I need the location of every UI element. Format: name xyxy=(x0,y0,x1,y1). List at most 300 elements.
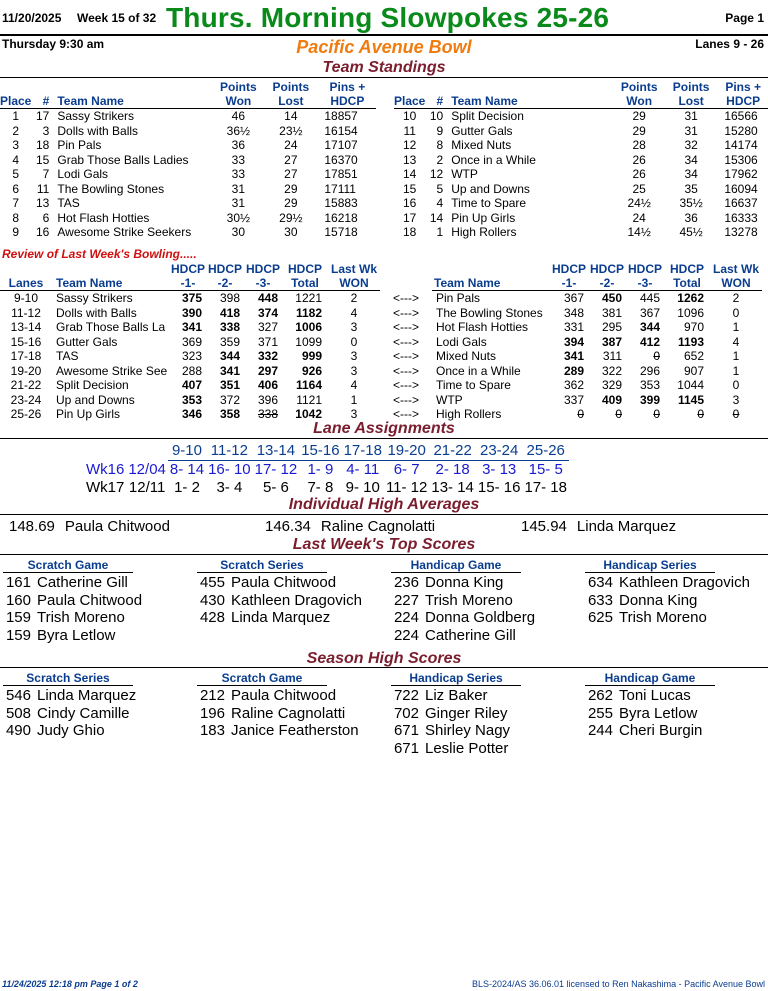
total-cell: 907 xyxy=(683,363,704,378)
versus-arrow: <---> xyxy=(392,378,419,392)
hdr-pins-2: HDCP xyxy=(318,94,376,109)
score-list xyxy=(585,687,702,740)
score-value: 236 xyxy=(393,574,419,591)
won-cell: 3 xyxy=(350,320,358,334)
score-entry xyxy=(585,609,750,627)
team-number-cell: 7 xyxy=(42,167,50,181)
score-value: 546 xyxy=(5,687,31,704)
game2-cell: 450 xyxy=(601,291,622,305)
game2-cell: 409 xyxy=(601,392,622,407)
pins-hdcp-cell: 16566 xyxy=(724,109,758,123)
hdr-lastwk: Last Wk xyxy=(330,262,377,276)
team-name-cell: Grab Those Balls La xyxy=(56,320,166,334)
standings-row xyxy=(394,167,768,182)
team-number-cell: 17 xyxy=(36,109,50,123)
lane-assignment-cell: 8- 14 xyxy=(169,461,205,478)
hdr-g1: -1- xyxy=(550,276,588,291)
lanes-range: Lanes 9 - 26 xyxy=(695,37,764,51)
bowler-name: Donna King xyxy=(619,591,698,609)
hdr-hdcp: HDCP xyxy=(589,262,624,276)
top-scores-rule xyxy=(0,554,768,555)
standings-title: Team Standings xyxy=(322,59,446,76)
lane-pair-header: 25-26 xyxy=(522,442,569,461)
day-time: Thursday 9:30 am xyxy=(2,37,105,51)
review-row xyxy=(0,364,762,379)
points-won-cell: 33 xyxy=(231,152,246,167)
hdr-pins-1: Pins + xyxy=(725,80,761,94)
points-won-cell: 29 xyxy=(632,123,646,138)
bowler-name: Kathleen Dragovich xyxy=(231,591,362,609)
score-column-header: Scratch Series xyxy=(197,558,327,573)
score-entry xyxy=(197,574,362,592)
game3-cell: 367 xyxy=(639,305,660,320)
game1-cell: 394 xyxy=(563,334,584,349)
score-entry xyxy=(391,687,510,705)
game3-cell: 353 xyxy=(639,378,660,392)
score-column-header: Handicap Series xyxy=(585,558,715,573)
footer-license: BLS-2024/AS 36.06.01 licensed to Ren Nakashima - Pacific Avenue Bowl xyxy=(471,979,765,989)
bowler-name: Linda Marquez xyxy=(231,609,331,626)
game2-cell: 372 xyxy=(219,392,240,407)
place-cell: 4 xyxy=(12,152,20,167)
score-value: 159 xyxy=(5,626,31,644)
bowler-name: Leslie Potter xyxy=(425,739,509,757)
score-entry xyxy=(585,722,702,740)
points-lost-cell: 32 xyxy=(684,138,698,152)
bowler-name: Cindy Camille xyxy=(37,704,130,722)
game3-cell: 296 xyxy=(639,363,660,378)
total-cell: 1096 xyxy=(677,305,704,320)
standings-row xyxy=(394,138,768,153)
review-row xyxy=(0,393,762,408)
bowler-name: Trish Moreno xyxy=(619,609,707,626)
points-won-cell: 33 xyxy=(231,167,246,181)
hdr-g2: -2- xyxy=(206,276,244,291)
hdr-num: # xyxy=(31,94,53,109)
standings-rule xyxy=(0,77,768,78)
place-cell: 1 xyxy=(12,109,20,123)
hdr-g1: -1- xyxy=(170,276,206,291)
lanes-cell: 15-16 xyxy=(10,334,42,349)
hdr-g3: -3- xyxy=(626,276,664,291)
bowler-name: Paula Chitwood xyxy=(231,687,337,704)
game2-cell: 311 xyxy=(602,349,622,363)
standings-row xyxy=(394,211,768,226)
score-entry xyxy=(3,592,142,610)
game2-cell: 322 xyxy=(601,363,622,378)
place-cell: 6 xyxy=(12,181,20,196)
team-number-cell: 6 xyxy=(42,210,50,225)
bowler-name: Catherine Gill xyxy=(37,574,128,591)
versus-arrow: <---> xyxy=(392,305,419,320)
review-row xyxy=(0,306,762,321)
bowler-name: Donna King xyxy=(425,574,504,591)
game2-cell: 329 xyxy=(601,378,622,392)
date-spacer xyxy=(126,442,168,461)
standings-row xyxy=(0,109,376,124)
score-entry xyxy=(391,574,535,592)
bowler-name: Linda Marquez xyxy=(37,687,137,704)
hdr-num: # xyxy=(425,94,447,109)
points-won-cell: 46 xyxy=(231,109,246,123)
pins-hdcp-cell: 16370 xyxy=(324,152,358,167)
team-name-cell: Lodi Gals xyxy=(436,334,487,349)
versus-arrow: <---> xyxy=(392,363,419,378)
team-number-cell: 11 xyxy=(36,181,50,196)
points-lost-cell: 30 xyxy=(284,225,298,239)
team-name-cell: The Bowling Stones xyxy=(57,181,165,196)
versus-arrow: <---> xyxy=(392,407,419,421)
game1-cell: 375 xyxy=(181,291,202,305)
place-cell: 15 xyxy=(403,181,417,196)
points-won-cell: 24 xyxy=(632,210,646,225)
review-title: Review of Last Week's Bowling..... xyxy=(2,247,197,261)
bowler-name: Trish Moreno xyxy=(425,591,513,609)
average-entry xyxy=(265,518,435,535)
header-rule xyxy=(0,34,768,36)
hdr-points-lost-1: Points xyxy=(672,80,710,94)
won-cell: 1 xyxy=(350,392,358,407)
points-won-cell: 30 xyxy=(231,225,246,239)
points-won-cell: 31 xyxy=(231,196,246,210)
bowler-name: Liz Baker xyxy=(425,687,488,704)
game1-cell: 331 xyxy=(563,320,584,334)
lane-assignments-table xyxy=(84,442,569,497)
game3-cell: 399 xyxy=(639,392,660,407)
team-name-cell: Split Decision xyxy=(56,378,129,392)
points-lost-cell: 34 xyxy=(684,167,698,181)
won-cell: 0 xyxy=(350,334,358,349)
league-title: Thurs. Morning Slowpokes 25-26 xyxy=(166,2,610,33)
review-row xyxy=(0,291,762,306)
versus-arrow: <---> xyxy=(392,392,419,407)
game3-cell: 297 xyxy=(257,363,278,378)
lanes-cell: 25-26 xyxy=(10,407,42,421)
versus-arrow: <---> xyxy=(392,349,419,363)
pins-hdcp-cell: 16333 xyxy=(724,210,758,225)
score-entry xyxy=(391,592,535,610)
score-value: 183 xyxy=(199,722,225,739)
points-lost-cell: 27 xyxy=(284,167,298,181)
won-cell: 3 xyxy=(350,349,358,363)
points-won-cell: 24½ xyxy=(627,196,651,210)
lane-assignment-cell: 1- 9 xyxy=(307,461,334,478)
pins-hdcp-cell: 13278 xyxy=(724,225,758,239)
team-name-cell: Up and Downs xyxy=(451,181,530,196)
place-cell: 2 xyxy=(12,123,20,138)
team-name-cell: Hot Flash Hotties xyxy=(436,320,529,334)
hdr-points-won-2: Won xyxy=(614,94,664,109)
points-lost-cell: 29 xyxy=(284,196,298,210)
lane-assignment-cell: 17- 18 xyxy=(524,479,567,496)
score-entry xyxy=(3,609,142,627)
standings-table-right xyxy=(394,80,768,240)
game1-cell: 369 xyxy=(181,334,202,349)
hdr-lanes: Lanes xyxy=(0,276,52,291)
won-cell: 0 xyxy=(732,378,740,392)
team-number-cell: 3 xyxy=(42,123,50,138)
team-name-cell: TAS xyxy=(57,196,80,210)
points-lost-cell: 23½ xyxy=(279,123,303,138)
score-entry xyxy=(585,705,702,723)
lane-pairs-row xyxy=(84,442,569,461)
lane-assignment-cell: 2- 18 xyxy=(435,461,470,478)
won-cell: 1 xyxy=(732,363,740,378)
hdr-team: Team Name xyxy=(53,94,213,109)
team-number-cell: 12 xyxy=(429,167,444,181)
bowler-name: Catherine Gill xyxy=(425,626,516,644)
game1-cell: 323 xyxy=(181,349,202,363)
lanes-rule xyxy=(0,438,768,439)
bowling-center: Pacific Avenue Bowl xyxy=(296,37,472,57)
lane-assignment-cell: 3- 4 xyxy=(216,479,243,496)
won-cell: 1 xyxy=(732,349,740,363)
score-entry xyxy=(3,627,142,645)
game3-cell: 412 xyxy=(639,334,660,349)
pins-hdcp-cell: 15280 xyxy=(724,123,758,138)
won-cell: 4 xyxy=(732,334,740,349)
points-lost-cell: 35 xyxy=(684,181,698,196)
team-name-cell: Once in a While xyxy=(451,152,536,167)
score-value: 671 xyxy=(393,739,419,757)
report-date: 11/20/2025 xyxy=(2,11,62,25)
bowler-name: Donna Goldberg xyxy=(425,609,536,626)
hdr-points-lost-1: Points xyxy=(272,80,310,94)
team-name-cell: Sassy Strikers xyxy=(56,291,133,305)
score-value: 634 xyxy=(587,574,613,591)
hdr-place: Place xyxy=(394,94,426,108)
team-number-cell: 15 xyxy=(36,152,50,167)
team-name-cell: Pin Pals xyxy=(436,291,481,305)
score-value: 161 xyxy=(5,574,31,591)
game3-cell: 374 xyxy=(257,305,278,320)
points-won-cell: 36 xyxy=(231,138,246,152)
team-name-cell: Time to Spare xyxy=(436,378,511,392)
pins-hdcp-cell: 15718 xyxy=(324,225,358,239)
team-name-cell: TAS xyxy=(56,349,79,363)
points-won-cell: 31 xyxy=(231,181,246,196)
place-cell: 16 xyxy=(403,196,417,210)
points-won-cell: 29 xyxy=(632,109,646,123)
bowler-name: Raline Cagnolatti xyxy=(231,704,346,722)
team-name-cell: Dolls with Balls xyxy=(57,123,139,138)
game3-cell: 396 xyxy=(257,392,278,407)
game1-cell: 390 xyxy=(181,305,202,320)
game2-cell: 295 xyxy=(601,320,622,334)
review-row xyxy=(0,378,762,393)
place-cell: 7 xyxy=(12,196,20,210)
team-name-cell: Split Decision xyxy=(451,109,524,123)
review-row xyxy=(0,320,762,335)
standings-row xyxy=(0,225,376,240)
bowler-name: Ginger Riley xyxy=(425,704,508,722)
review-table xyxy=(0,262,762,422)
score-list xyxy=(585,574,750,627)
lane-assignment-cell: 4- 11 xyxy=(346,461,380,478)
bowler-name: Shirley Nagy xyxy=(425,722,511,739)
team-name-cell: Hot Flash Hotties xyxy=(57,210,150,225)
game2-cell: 359 xyxy=(219,334,240,349)
hdr-team: Team Name xyxy=(52,276,170,291)
game1-cell: 337 xyxy=(563,392,584,407)
score-value: 159 xyxy=(5,609,31,626)
score-value: 428 xyxy=(199,609,225,626)
game1-cell: 289 xyxy=(563,363,584,378)
bowler-name: Paula Chitwood xyxy=(37,591,143,609)
versus-arrow: <---> xyxy=(392,290,419,305)
hdr-hdcp: HDCP xyxy=(669,262,704,276)
points-won-cell: 36½ xyxy=(226,123,251,138)
lane-assignment-cell: 6- 7 xyxy=(393,461,420,478)
game1-cell: 0 xyxy=(577,407,584,421)
lane-assignment-cell: 7- 8 xyxy=(307,479,334,496)
team-name-cell: Once in a While xyxy=(436,363,521,378)
pins-hdcp-cell: 16094 xyxy=(724,181,758,196)
bowler-name: Raline Cagnolatti xyxy=(320,518,436,535)
hdr-hdcp: HDCP xyxy=(170,262,205,276)
score-value: 224 xyxy=(393,626,419,644)
team-name-cell: Sassy Strikers xyxy=(57,109,135,123)
pins-hdcp-cell: 14174 xyxy=(724,138,758,152)
hdr-team: Team Name xyxy=(447,94,614,109)
lane-assignment-cell: 5- 6 xyxy=(262,479,289,496)
team-number-cell: 16 xyxy=(36,225,50,239)
score-entry xyxy=(197,705,359,723)
game1-cell: 288 xyxy=(181,363,202,378)
lanes-cell: 13-14 xyxy=(10,320,42,334)
score-value: 244 xyxy=(587,722,613,739)
game3-cell: 406 xyxy=(257,378,278,392)
hdr-g2: -2- xyxy=(588,276,626,291)
team-name-cell: Pin Up Girls xyxy=(56,407,121,421)
points-won-cell: 28 xyxy=(632,138,646,152)
lane-assignment-cell: 15- 5 xyxy=(528,461,563,478)
score-column-header: Scratch Game xyxy=(3,558,133,573)
lane-assignments-title: Lane Assignments xyxy=(313,420,455,437)
bowler-name: Janice Featherston xyxy=(231,722,359,739)
score-value: 160 xyxy=(5,591,31,609)
points-won-cell: 26 xyxy=(632,152,646,167)
pins-hdcp-cell: 17111 xyxy=(324,181,356,196)
score-entry xyxy=(391,609,535,627)
score-value: 702 xyxy=(393,704,419,722)
score-entry xyxy=(197,687,359,705)
score-entry xyxy=(3,574,142,592)
game2-cell: 0 xyxy=(615,407,622,421)
total-cell: 1099 xyxy=(295,334,322,349)
total-cell: 1221 xyxy=(295,291,322,305)
game1-cell: 362 xyxy=(563,378,584,392)
standings-row xyxy=(394,225,768,240)
score-value: 430 xyxy=(199,591,225,609)
game3-cell: 445 xyxy=(639,291,660,305)
season-scores-rule xyxy=(0,667,768,668)
won-cell: 4 xyxy=(350,305,358,320)
points-lost-cell: 29 xyxy=(284,181,298,196)
score-entry xyxy=(585,687,702,705)
place-cell: 5 xyxy=(12,167,20,181)
standings-row xyxy=(0,211,376,226)
game1-cell: 348 xyxy=(563,305,584,320)
pins-hdcp-cell: 16637 xyxy=(724,196,758,210)
average-entry xyxy=(9,518,170,535)
score-value: 227 xyxy=(393,591,419,609)
lane-pair-header: 13-14 xyxy=(253,442,300,461)
points-won-cell: 14½ xyxy=(627,225,651,239)
week-spacer xyxy=(84,442,126,461)
score-entry xyxy=(391,627,535,645)
game2-cell: 398 xyxy=(219,291,240,305)
versus-arrow: <---> xyxy=(392,320,419,334)
pins-hdcp-cell: 18857 xyxy=(324,109,358,123)
lanes-cell: 19-20 xyxy=(10,363,42,378)
lane-pair-header: 19-20 xyxy=(384,442,429,461)
score-list xyxy=(197,574,362,627)
points-lost-cell: 14 xyxy=(284,109,298,123)
team-number-cell: 14 xyxy=(429,210,444,225)
bowler-name: Byra Letlow xyxy=(37,626,116,644)
total-cell: 999 xyxy=(301,349,322,363)
hdr-g3: -3- xyxy=(244,276,282,291)
standings-row xyxy=(0,196,376,211)
averages-rule xyxy=(0,514,768,515)
score-value: 455 xyxy=(199,574,225,591)
score-value: 262 xyxy=(587,687,613,704)
team-name-cell: Mixed Nuts xyxy=(436,349,497,363)
team-name-cell: Awesome Strike See xyxy=(56,363,168,378)
standings-row xyxy=(394,196,768,211)
place-cell: 9 xyxy=(12,225,20,239)
lane-assignment-cell: 13- 14 xyxy=(431,479,474,496)
score-value: 508 xyxy=(5,704,31,722)
score-entry xyxy=(197,609,362,627)
points-won-cell: 25 xyxy=(632,181,646,196)
team-number-cell: 4 xyxy=(436,196,444,210)
review-row xyxy=(0,349,762,364)
lane-pair-header: 21-22 xyxy=(429,442,476,461)
place-cell: 13 xyxy=(403,152,417,167)
pins-hdcp-cell: 17962 xyxy=(724,167,758,181)
score-value: 224 xyxy=(393,609,419,626)
team-number-cell: 2 xyxy=(436,152,444,167)
hdr-hdcp: HDCP xyxy=(245,262,280,276)
week-label: Wk16 xyxy=(86,460,125,478)
score-column-header: Handicap Game xyxy=(391,558,521,573)
game2-cell: 344 xyxy=(219,349,240,363)
total-cell: 1262 xyxy=(677,291,704,305)
average-value: 145.94 xyxy=(521,518,567,535)
team-number-cell: 18 xyxy=(36,138,50,152)
score-entry xyxy=(197,722,359,740)
team-name-cell: Mixed Nuts xyxy=(451,138,512,152)
game3-cell: 0 xyxy=(653,349,660,363)
score-value: 722 xyxy=(393,687,419,704)
averages-title: Individual High Averages xyxy=(288,496,480,513)
week-date: 12/11 xyxy=(128,479,166,496)
place-cell: 11 xyxy=(403,123,416,138)
hdr-won: WON xyxy=(328,276,380,291)
pins-hdcp-cell: 16154 xyxy=(324,123,358,138)
standings-table-left xyxy=(0,80,376,240)
hdr-hdcp: HDCP xyxy=(287,262,322,276)
score-entry xyxy=(3,722,136,740)
pins-hdcp-cell: 15883 xyxy=(324,196,358,210)
season-scores-title: Season High Scores xyxy=(306,650,462,667)
total-cell: 970 xyxy=(683,320,704,334)
week-label: Wk17 xyxy=(86,479,125,496)
lanes-cell: 23-24 xyxy=(10,392,42,407)
lanes-cell: 17-18 xyxy=(10,349,42,363)
